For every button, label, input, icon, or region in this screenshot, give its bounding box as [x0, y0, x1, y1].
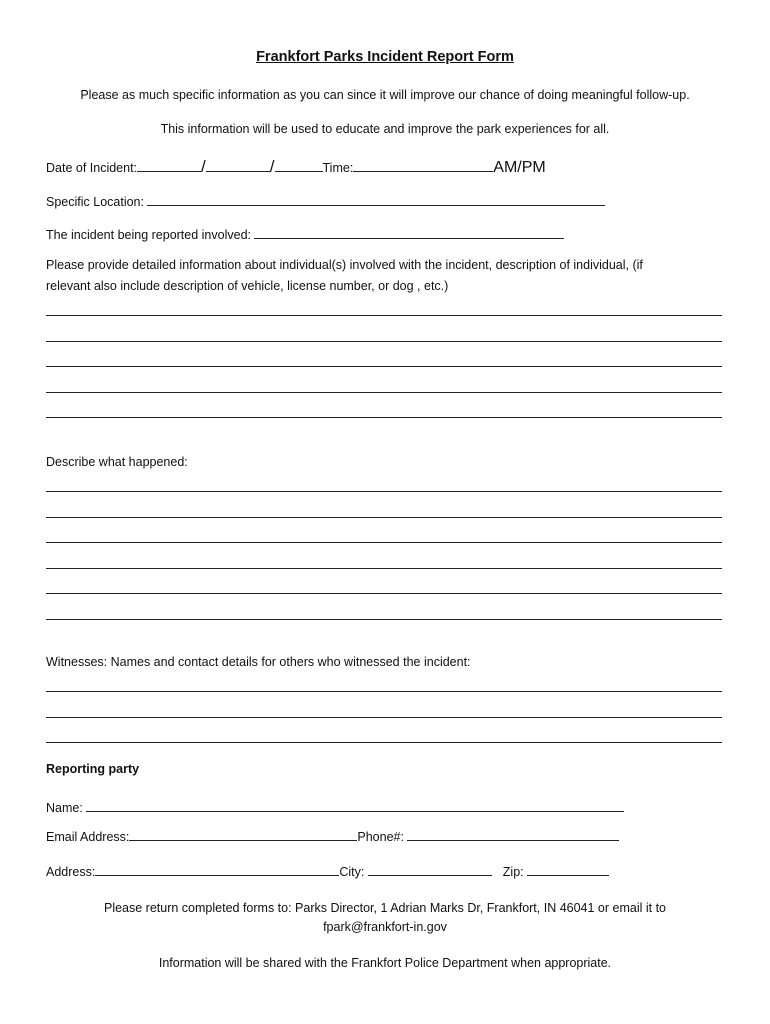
intro-text-1: Please as much specific information as you can since it will improve our chance of doing meaningful follow-up.: [80, 88, 690, 102]
email-label: Email Address:: [46, 830, 130, 844]
date-day-field[interactable]: [206, 159, 270, 172]
name-field[interactable]: [86, 799, 624, 812]
date-month-field[interactable]: [137, 159, 201, 172]
name-label: Name:: [46, 801, 83, 815]
date-time-row: [46, 157, 546, 177]
time-label: Time:: [322, 161, 354, 175]
return-email: fpark@frankfort-in.gov: [323, 920, 447, 934]
witnesses-label: Witnesses: Names and contact details for others who witnessed the incident:: [46, 655, 471, 669]
witnesses-answer-line[interactable]: [46, 717, 722, 718]
phone-field[interactable]: [407, 828, 619, 841]
zip-field[interactable]: [527, 863, 609, 876]
shared-note: Information will be shared with the Frankfort Police Department when appropriate.: [158, 956, 612, 970]
name-row: [46, 799, 624, 815]
address-row: [46, 863, 609, 879]
describe-answer-line[interactable]: [46, 568, 722, 569]
describe-answer-line[interactable]: [46, 517, 722, 518]
ampm-label: AM/PM: [493, 159, 546, 176]
witnesses-answer-line[interactable]: [46, 742, 722, 743]
email-phone-row: [46, 828, 619, 844]
address-field[interactable]: [95, 863, 339, 876]
describe-answer-line[interactable]: [46, 542, 722, 543]
location-label: Specific Location:: [46, 195, 144, 209]
details-answer-line[interactable]: [46, 341, 722, 342]
involved-field[interactable]: [254, 226, 564, 239]
location-row: [46, 193, 605, 209]
describe-answer-line[interactable]: [46, 491, 722, 492]
date-year-field[interactable]: [275, 159, 323, 172]
time-field[interactable]: [353, 159, 493, 172]
zip-label: Zip:: [502, 865, 524, 879]
location-field[interactable]: [147, 193, 605, 206]
intro-text-2: This information will be used to educate and improve the park experiences for all.: [160, 122, 610, 136]
describe-label: Describe what happened:: [46, 455, 188, 469]
date-label: Date of Incident:: [46, 161, 138, 175]
describe-answer-line[interactable]: [46, 619, 722, 620]
involved-label: The incident being reported involved:: [46, 228, 251, 242]
return-instructions-1: Please return completed forms to: Parks Director, 1 Adrian Marks Dr, Frankfort, IN 46041 or email it to: [103, 901, 667, 915]
address-label: Address:: [46, 865, 96, 879]
email-field[interactable]: [129, 828, 357, 841]
details-answer-line[interactable]: [46, 417, 722, 418]
describe-answer-line[interactable]: [46, 593, 722, 594]
involved-row: [46, 226, 564, 242]
date-separator: /: [269, 157, 275, 176]
witnesses-answer-line[interactable]: [46, 691, 722, 692]
city-field[interactable]: [368, 863, 492, 876]
date-separator: /: [201, 157, 206, 176]
form-title: Frankfort Parks Incident Report Form: [256, 49, 514, 65]
details-answer-line[interactable]: [46, 392, 722, 393]
reporting-party-heading: Reporting party: [46, 762, 140, 776]
details-text-1: Please provide detailed information about individual(s) involved with the incident, description of individual, (if: [46, 258, 643, 272]
phone-label: Phone#:: [357, 830, 404, 844]
details-text-2: relevant also include description of vehicle, license number, or dog , etc.): [46, 279, 449, 293]
details-answer-line[interactable]: [46, 366, 722, 367]
city-label: City:: [339, 865, 365, 879]
details-answer-line[interactable]: [46, 315, 722, 316]
